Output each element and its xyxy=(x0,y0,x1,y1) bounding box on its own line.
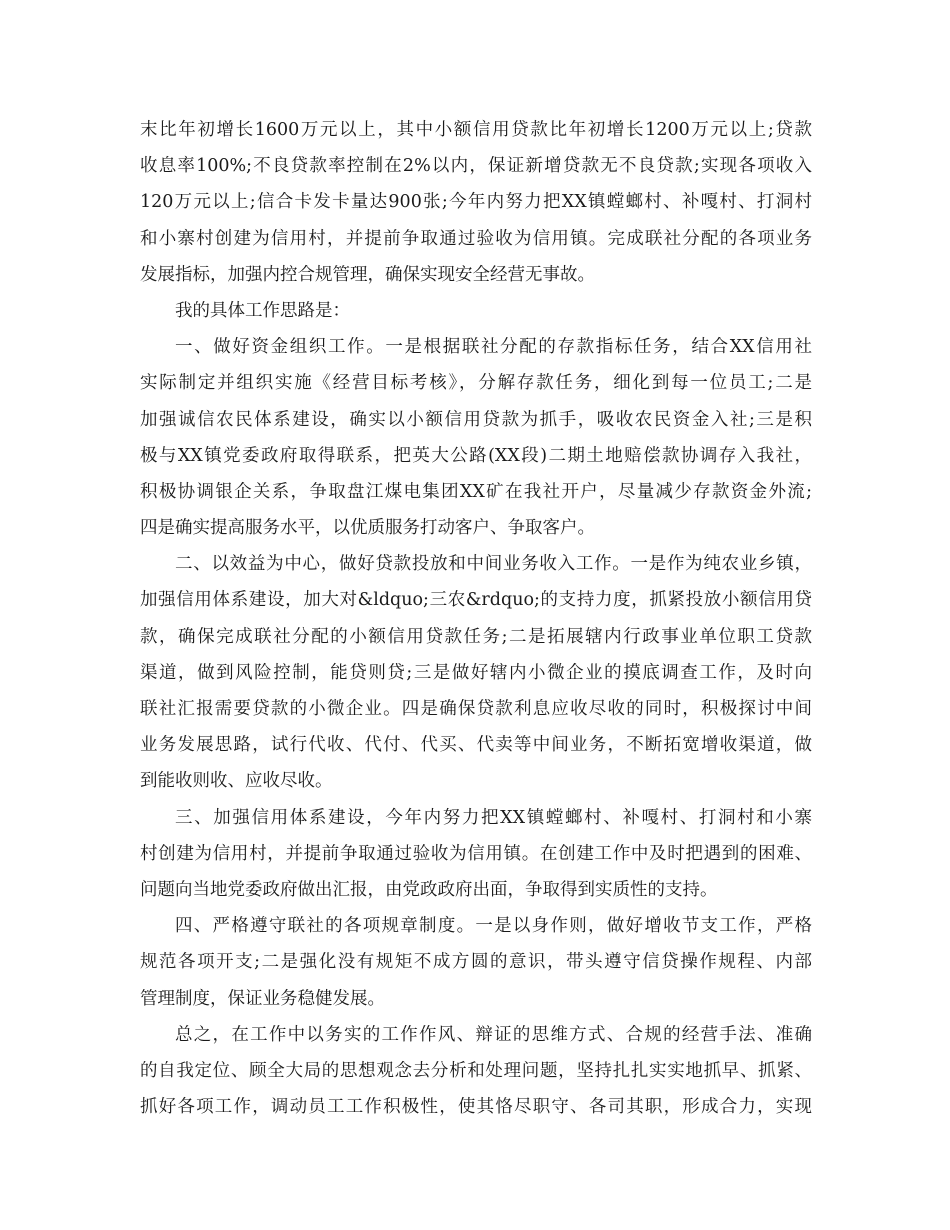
paragraph-intro-line: 我的具体工作思路是： xyxy=(175,300,350,321)
text-line: 四是确实提高服务水平，以优质服务打动客户、争取客户。 xyxy=(140,518,595,539)
text-line: 问题向当地党委政府做出汇报，由党政政府出面，争取得到实质性的支持。 xyxy=(140,879,718,900)
text-line: 积极协调银企关系，争取盘江煤电集团XX矿在我社开户，尽量减少存款资金外流; xyxy=(140,481,812,502)
text-line: 款，确保完成联社分配的小额信用贷款任务;二是拓展辖内行政事业单位职工贷款 xyxy=(140,626,812,647)
text-line: 村创建为信用村，并提前争取通过验收为信用镇。在创建工作中及时把遇到的困难、 xyxy=(140,843,812,864)
text-line: 加强诚信农民体系建设，确实以小额信用贷款为抓手，吸收农民资金入社;三是积 xyxy=(140,409,812,430)
text-line: 收息率100%;不良贷款率控制在2%以内，保证新增贷款无不良贷款;实现各项收入 xyxy=(140,156,812,177)
paragraph-2-first-line: 二、以效益为中心，做好贷款投放和中间业务收入工作。一是作为纯农业乡镇， xyxy=(175,554,812,575)
paragraph-4-first-line: 四、严格遵守联社的各项规章制度。一是以身作则，做好增收节支工作，严格 xyxy=(175,916,812,937)
text-line: 联社汇报需要贷款的小微企业。四是确保贷款利息应收尽收的同时，积极探讨中间 xyxy=(140,699,812,719)
text-line: 发展指标，加强内控合规管理，确保实现安全经营无事故。 xyxy=(140,264,595,285)
text-line: 实际制定并组织实施《经营目标考核》，分解存款任务，细化到每一位员工;二是 xyxy=(140,373,812,394)
text-line: 末比年初增长1600万元以上，其中小额信用贷款比年初增长1200万元以上;贷款 xyxy=(140,120,812,140)
text-line: 管理制度，保证业务稳健发展。 xyxy=(140,988,385,1009)
text-line: 极与XX镇党委政府取得联系，把英大公路(XX段)二期土地赔偿款协调存入我社， xyxy=(140,445,812,466)
text-line: 和小寨村创建为信用村，并提前争取通过验收为信用镇。完成联社分配的各项业务 xyxy=(140,228,812,249)
text-line: 加强信用体系建设，加大对&ldquo;三农&rdquo;的支持力度，抓紧投放小额信用贷 xyxy=(140,590,812,611)
paragraph-5-first-line: 总之，在工作中以务实的工作作风、辩证的思维方式、合规的经营手法、准确 xyxy=(175,1024,812,1045)
text-line: 渠道，做到风险控制，能贷则贷;三是做好辖内小微企业的摸底调查工作，及时向 xyxy=(140,662,812,683)
text-line: 120万元以上;信合卡发卡量达900张;今年内努力把XX镇螳螂村、补嘎村、打洞村 xyxy=(140,192,812,213)
paragraph-3-first-line: 三、加强信用体系建设，今年内努力把XX镇螳螂村、补嘎村、打洞村和小寨 xyxy=(175,807,812,828)
text-line: 业务发展思路，试行代收、代付、代买、代卖等中间业务，不断拓宽增收渠道，做 xyxy=(140,735,812,756)
paragraph-1-first-line: 一、做好资金组织工作。一是根据联社分配的存款指标任务，结合XX信用社 xyxy=(175,337,812,358)
text-line: 规范各项开支;二是强化没有规矩不成方圆的意识，带头遵守信贷操作规程、内部 xyxy=(140,952,812,973)
text-line: 到能收则收、应收尽收。 xyxy=(140,771,333,792)
text-line: 抓好各项工作，调动员工工作积极性，使其恪尽职守、各司其职，形成合力，实现 xyxy=(140,1097,812,1118)
document-body xyxy=(140,112,812,1125)
text-line: 的自我定位、顾全大局的思想观念去分析和处理问题，坚持扎扎实实地抓早、抓紧、 xyxy=(140,1060,812,1081)
